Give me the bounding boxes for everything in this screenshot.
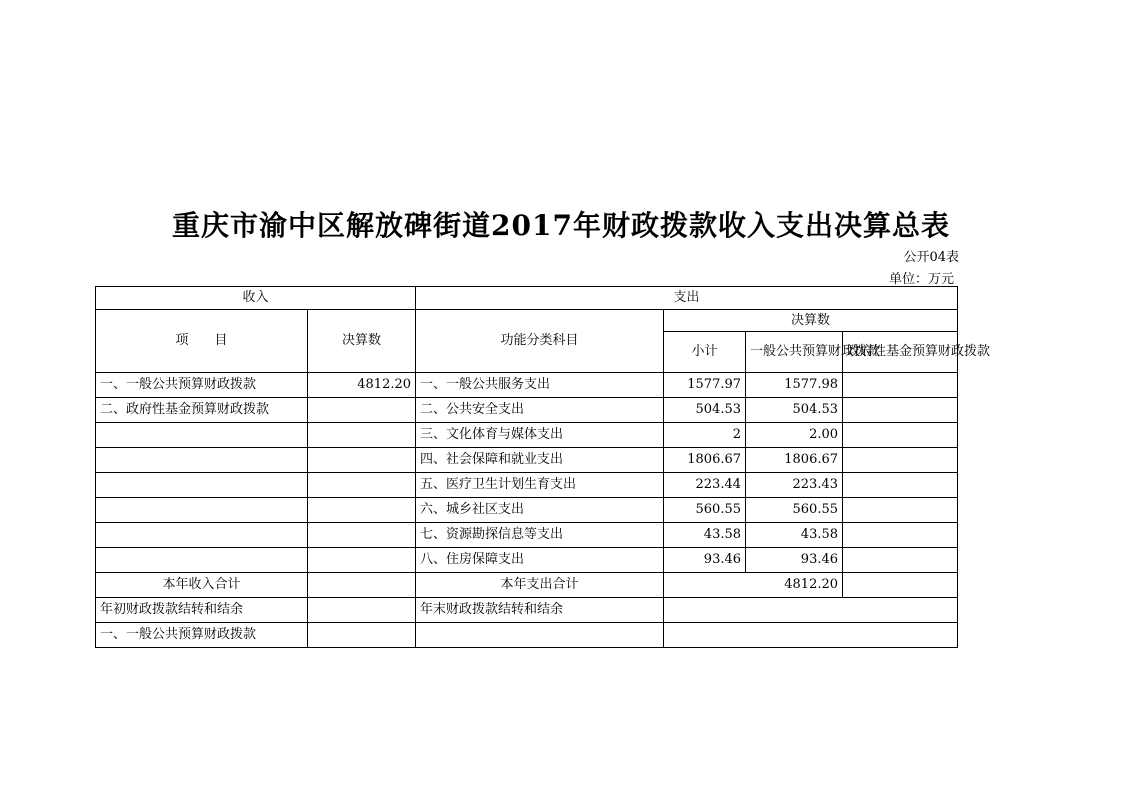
empty-cell (664, 598, 958, 623)
income-item (96, 548, 308, 573)
income-item (96, 423, 308, 448)
table-row (96, 373, 958, 398)
expense-item: 八、住房保障支出 (416, 548, 664, 573)
empty-cell (308, 623, 416, 648)
general-value: 1577.98 (746, 373, 843, 398)
expense-carryover-label: 年末财政拨款结转和结余 (416, 598, 664, 623)
income-general-label: 一、一般公共预算财政拨款 (96, 623, 308, 648)
table-row (96, 548, 958, 573)
income-total-amount (308, 573, 416, 598)
table-row (96, 498, 958, 523)
general-value: 1806.67 (746, 448, 843, 473)
income-amount (308, 398, 416, 423)
empty-cell (843, 573, 958, 598)
func-category-header: 功能分类科目 (416, 310, 664, 373)
income-amount (308, 473, 416, 498)
expense-header: 支出 (416, 287, 958, 310)
income-item (96, 448, 308, 473)
unit-label: 单位：万元 (888, 272, 954, 287)
income-amount (308, 548, 416, 573)
subtotal-value: 223.44 (664, 473, 746, 498)
carryover-row (96, 598, 958, 623)
income-header: 收入 (96, 287, 416, 310)
final-amount-header: 决算数 (664, 310, 958, 332)
table-row (96, 398, 958, 423)
expense-item: 四、社会保障和就业支出 (416, 448, 664, 473)
income-amount (308, 523, 416, 548)
general-value: 2.00 (746, 423, 843, 448)
fund-value (843, 423, 958, 448)
fund-value (843, 548, 958, 573)
income-carryover-label: 年初财政拨款结转和结余 (96, 598, 308, 623)
income-item (96, 498, 308, 523)
subtotal-header: 小计 (664, 332, 746, 373)
general-value: 223.43 (746, 473, 843, 498)
income-total-label: 本年收入合计 (96, 573, 308, 598)
subtotal-value: 2 (664, 423, 746, 448)
empty-cell (308, 598, 416, 623)
table-row (96, 523, 958, 548)
income-item: 一、一般公共预算财政拨款 (96, 373, 308, 398)
item-header: 项 目 (96, 310, 308, 373)
fund-value (843, 473, 958, 498)
subtotal-value: 560.55 (664, 498, 746, 523)
header-row-2 (96, 310, 958, 332)
subtotal-value: 93.46 (664, 548, 746, 573)
header-row-1 (96, 287, 958, 310)
general-value: 43.58 (746, 523, 843, 548)
table-row (96, 473, 958, 498)
subtotal-value: 43.58 (664, 523, 746, 548)
general-budget-header: 一般公共预算财政拨款 (746, 332, 843, 373)
fund-value (843, 373, 958, 398)
expense-item: 七、资源勘探信息等支出 (416, 523, 664, 548)
income-item (96, 523, 308, 548)
expense-item: 五、医疗卫生计划生育支出 (416, 473, 664, 498)
expense-item: 六、城乡社区支出 (416, 498, 664, 523)
income-amount (308, 448, 416, 473)
expense-item: 二、公共安全支出 (416, 398, 664, 423)
last-row (96, 623, 958, 648)
page-title: 重庆市渝中区解放碑街道2017年财政拨款收入支出决算总表 (172, 209, 950, 242)
general-value: 93.46 (746, 548, 843, 573)
budget-table (95, 286, 991, 648)
totals-row (96, 573, 958, 598)
expense-total-label: 本年支出合计 (416, 573, 664, 598)
subtotal-value: 1806.67 (664, 448, 746, 473)
table-row (96, 448, 958, 473)
income-amount: 4812.20 (308, 373, 416, 398)
table-row (96, 423, 958, 448)
empty-cell (416, 623, 664, 648)
fund-value (843, 523, 958, 548)
gov-fund-header: 政府性基金预算财政拨款 (843, 332, 958, 373)
expense-item: 一、一般公共服务支出 (416, 373, 664, 398)
income-amount (308, 423, 416, 448)
fund-value (843, 498, 958, 523)
income-item (96, 473, 308, 498)
expense-item: 三、文化体育与媒体支出 (416, 423, 664, 448)
income-item: 二、政府性基金预算财政拨款 (96, 398, 308, 423)
general-value: 560.55 (746, 498, 843, 523)
subtotal-value: 1577.97 (664, 373, 746, 398)
income-amount (308, 498, 416, 523)
general-value: 504.53 (746, 398, 843, 423)
fund-value (843, 398, 958, 423)
amount-header: 决算数 (308, 310, 416, 373)
subtotal-value: 504.53 (664, 398, 746, 423)
expense-total-amount: 4812.20 (664, 573, 843, 598)
fund-value (843, 448, 958, 473)
table-number: 公开04表 (903, 250, 959, 265)
empty-cell (664, 623, 958, 648)
